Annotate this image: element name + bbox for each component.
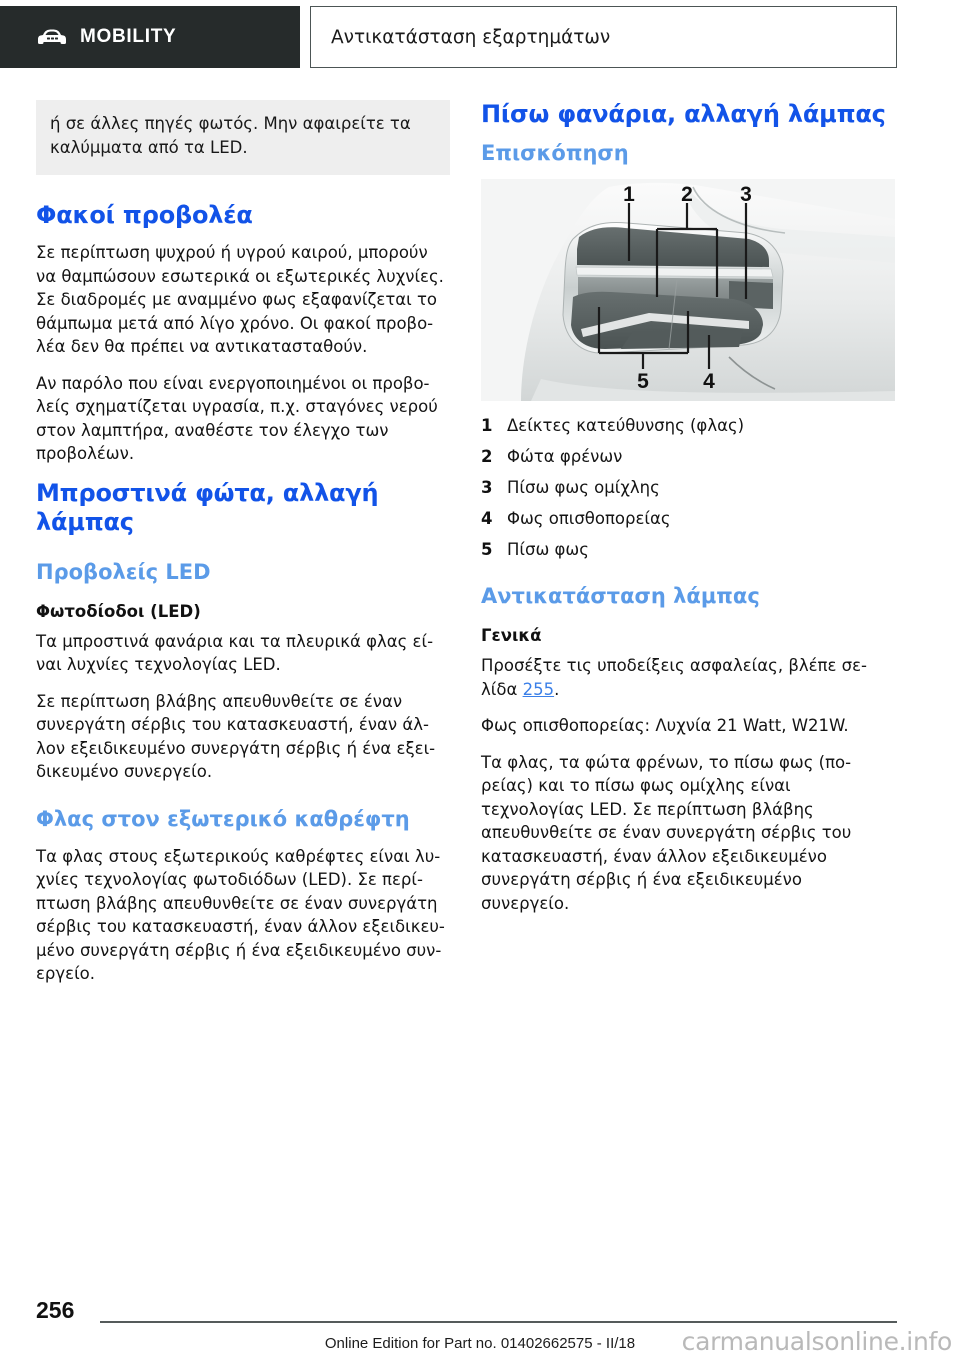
watermark: carmanualsonline.info <box>681 1327 952 1356</box>
page-reference-link[interactable]: 255 <box>522 679 555 699</box>
legend-number: 2 <box>481 447 493 466</box>
left-column <box>36 100 450 999</box>
list-item <box>481 477 895 499</box>
heading-front-lights: Μπροστινά φώτα, αλλαγή λάμπας <box>36 478 379 536</box>
page-header <box>0 0 960 70</box>
callout-1: 1 <box>623 183 635 206</box>
brand-bar <box>0 6 300 68</box>
note-box <box>36 100 450 175</box>
safety-ref-text-before: Προσέξτε τις υποδείξεις ασφαλείας, βλέπε σελίδα <box>481 656 867 699</box>
tail-light-legend-list <box>481 415 895 561</box>
callout-2: 2 <box>681 183 693 206</box>
paragraph-lens-2: Αν παρόλο που είναι ενεργοποιημένοι οι προβολείς σχηματίζεται υγρασία, π.χ. σταγόνες νερού στον λαμπτήρα, αναθέστε τον έλεγχο των προβολέων. <box>36 373 438 463</box>
right-column <box>481 100 895 928</box>
paragraph-mirror-1: Τα φλας στους εξωτερικούς καθρέφτες είναι λυχνίες τεχνολογίας φωτοδιόδων (LED). Σε περίπτωση βλάβης απευθυνθείτε σε έναν συνεργάτη σέρβις του κατασκευαστή, έναν άλλον εξειδικευμένο συνεργάτη σέρβις ή ένα εξειδικευμένο συνεργείο. <box>36 846 445 983</box>
heading-lens-headlight: Φακοί προβολέα <box>36 201 253 229</box>
paragraph-lens-1: Σε περίπτωση ψυχρού ή υγρού καιρού, μπορούν να θαμπώσουν εσωτερικά οι εξωτερικές λυχνίες. Σε διαδρομές με αναμμένο φως εξαφανίζεται το θάμπωμα μετά από λίγο χρόνο. Οι φακοί προβολέα δεν θα πρέπει να αντικατασταθούν. <box>36 243 444 356</box>
legend-label: Φώτα φρένων <box>507 447 623 466</box>
chapter-title-box <box>310 6 897 68</box>
list-item <box>481 415 895 437</box>
legend-number: 1 <box>481 416 493 435</box>
paragraph-led-service: Τα φλας, τα φώτα φρένων, το πίσω φως (πορείας) και το πίσω φως ομίχλης είναι τεχνολογίας LED. Σε περίπτωση βλάβης απευθυνθείτε σε έναν συνεργάτη σέρβις του κατασκευαστή, έναν άλλον εξειδικευμένο συνεργάτη σέρβις ή ένα εξειδικευμένο συνεργείο. <box>481 752 852 913</box>
legend-label: Φως οπισθοπορείας <box>507 509 671 528</box>
list-item <box>481 508 895 530</box>
subheading-bulb-replacement: Αντικατάσταση λάμπας <box>481 584 760 608</box>
paragraph-safety-ref <box>481 654 895 701</box>
callout-4: 4 <box>703 370 715 393</box>
legend-number: 5 <box>481 540 493 559</box>
minihead-photodiodes: Φωτοδίοδοι (LED) <box>36 601 201 621</box>
subheading-led-headlights: Προβολείς LED <box>36 559 211 584</box>
page-number: 256 <box>36 1297 75 1323</box>
car-front-icon <box>37 26 67 48</box>
edition-note: Online Edition for Part no. 01402662575 - II/18 <box>324 1335 636 1352</box>
list-item <box>481 446 895 468</box>
note-box-text: ή σε άλλες πηγές φωτός. Μην αφαιρείτε τα καλύμματα από τα LED. <box>50 114 411 157</box>
subheading-overview: Επισκόπηση <box>481 141 629 165</box>
paragraph-front-1: Τα μπροστινά φανάρια και τα πλευρικά φλας είναι λυχνίες τεχνολογίας LED. <box>36 631 434 674</box>
legend-number: 3 <box>481 478 493 497</box>
paragraph-reverse-bulb: Φως οπισθοπορείας: Λυχνία 21 Watt, W21W. <box>481 716 849 735</box>
legend-label: Πίσω φως ομίχλης <box>507 478 660 497</box>
callout-5: 5 <box>637 370 649 393</box>
subheading-mirror-indicator: Φλας στον εξωτερικό καθρέφτη <box>36 806 410 831</box>
legend-label: Δείκτες κατεύθυνσης (φλας) <box>507 416 745 435</box>
legend-label: Πίσω φως <box>507 540 589 559</box>
paragraph-front-2: Σε περίπτωση βλάβης απευθυνθείτε σε έναν συνεργάτη σέρβις του κατασκευαστή, έναν άλλον εξειδικευμένο συνεργάτη σέρβις ή ένα εξειδικευμένο συνεργείο. <box>36 691 436 781</box>
tail-light-diagram-svg <box>481 179 895 401</box>
callout-3: 3 <box>740 183 752 206</box>
chapter-title: Αντικατάσταση εξαρτημάτων <box>331 26 611 48</box>
minihead-general: Γενικά <box>481 626 542 645</box>
heading-rear-lights: Πίσω φανάρια, αλλαγή λάμπας <box>481 100 886 128</box>
brand-label: MOBILITY <box>80 26 177 47</box>
list-item <box>481 539 895 561</box>
rear-tail-light-illustration <box>481 179 895 401</box>
footer-divider <box>100 1321 897 1323</box>
safety-ref-text-after: . <box>554 679 560 699</box>
legend-number: 4 <box>481 509 493 528</box>
page-footer <box>0 1272 960 1362</box>
